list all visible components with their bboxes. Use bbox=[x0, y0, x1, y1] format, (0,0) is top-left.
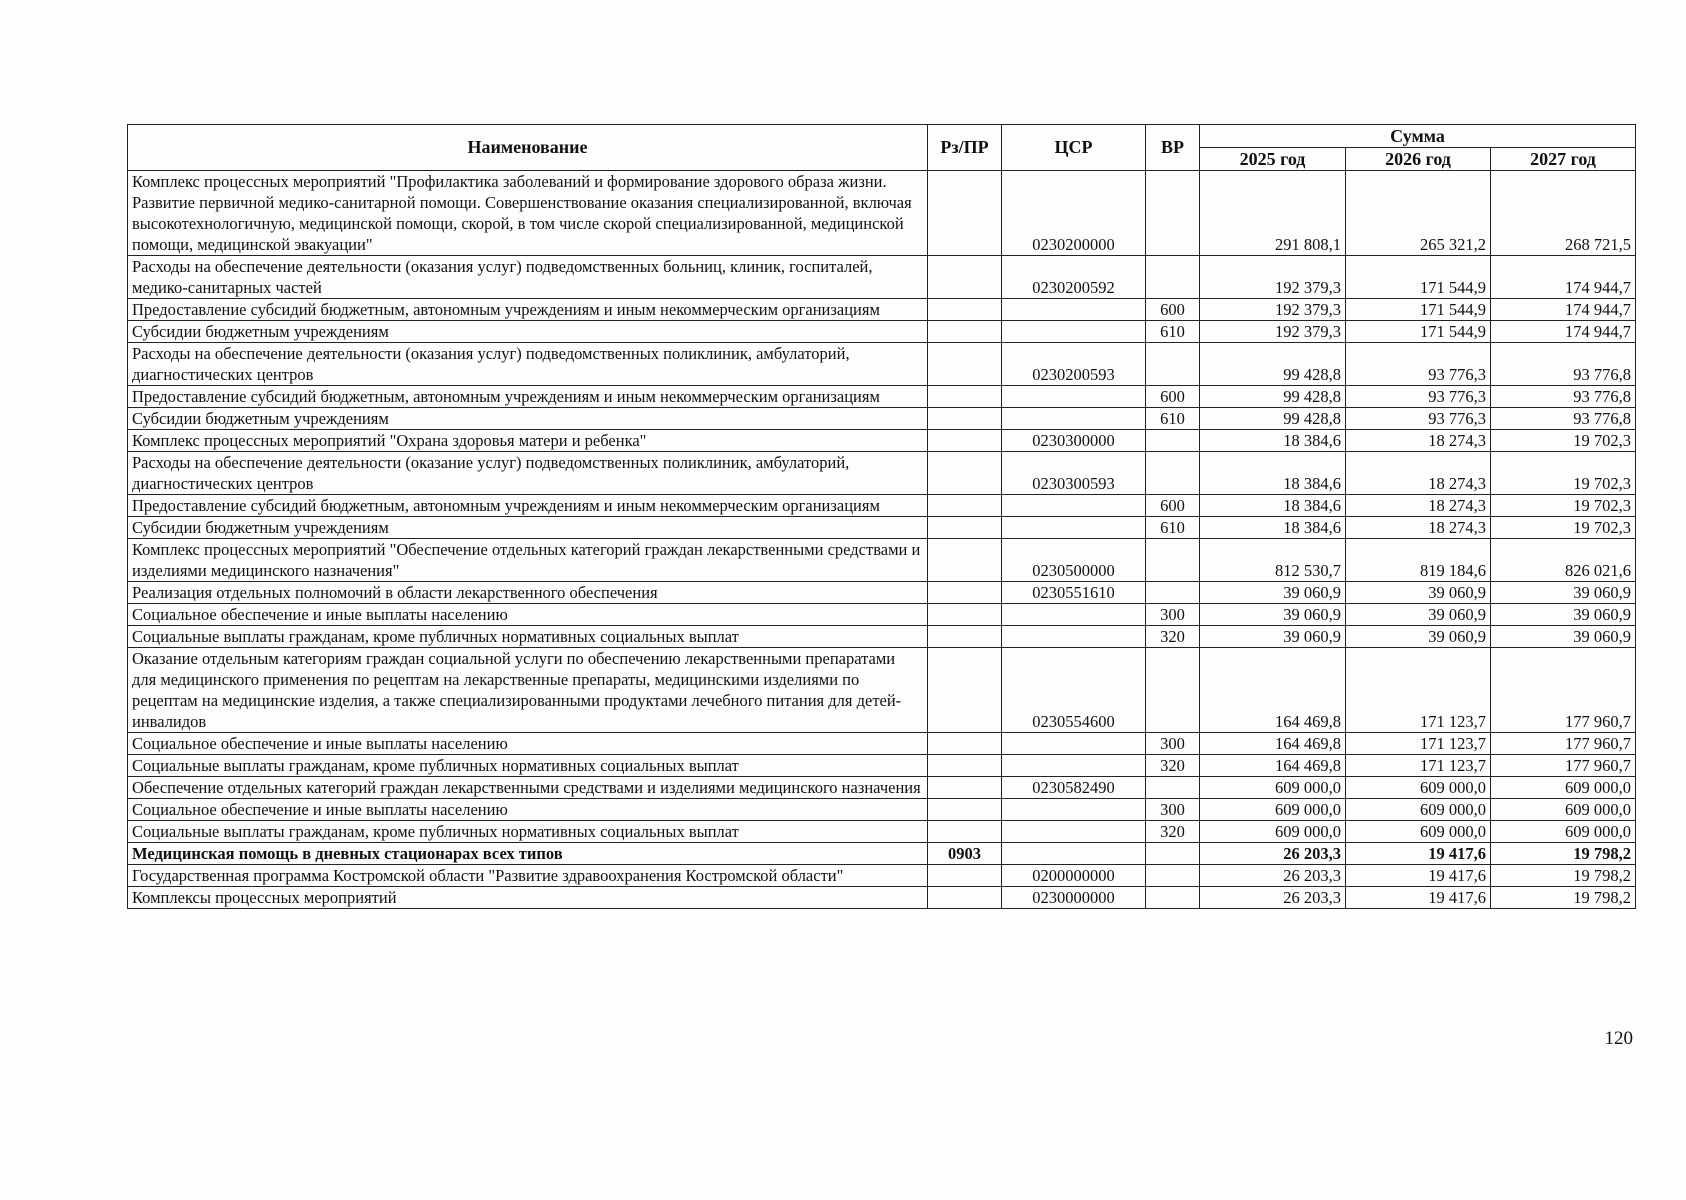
cell-vr bbox=[1146, 256, 1200, 299]
header-year-2026: 2026 год bbox=[1346, 148, 1491, 171]
page-number: 120 bbox=[1604, 1028, 1633, 1049]
cell-csr: 0230200593 bbox=[1002, 343, 1146, 386]
cell-2025: 609 000,0 bbox=[1200, 799, 1346, 821]
table-body bbox=[128, 171, 1636, 909]
cell-name: Оказание отдельным категориям граждан социальной услуги по обеспечению лекарственными препаратами для медицинского применения по рецептам на лекарственные препараты, медицинскими изделиями по рецептам на медицинские изделия, а также специализированными продуктами лечебного питания для детей-инвалидов bbox=[128, 648, 928, 733]
cell-vr bbox=[1146, 843, 1200, 865]
cell-rzpr bbox=[928, 648, 1002, 733]
cell-2026: 171 544,9 bbox=[1346, 256, 1491, 299]
cell-2025: 192 379,3 bbox=[1200, 256, 1346, 299]
cell-2026: 18 274,3 bbox=[1346, 517, 1491, 539]
table-row bbox=[128, 256, 1636, 299]
cell-2025: 609 000,0 bbox=[1200, 777, 1346, 799]
cell-csr bbox=[1002, 495, 1146, 517]
cell-2025: 99 428,8 bbox=[1200, 386, 1346, 408]
cell-vr bbox=[1146, 343, 1200, 386]
cell-vr: 320 bbox=[1146, 755, 1200, 777]
cell-2025: 26 203,3 bbox=[1200, 887, 1346, 909]
cell-rzpr bbox=[928, 755, 1002, 777]
cell-rzpr bbox=[928, 604, 1002, 626]
cell-csr: 0230200592 bbox=[1002, 256, 1146, 299]
cell-2027: 19 702,3 bbox=[1491, 452, 1636, 495]
cell-2026: 171 123,7 bbox=[1346, 755, 1491, 777]
cell-csr bbox=[1002, 755, 1146, 777]
cell-rzpr bbox=[928, 887, 1002, 909]
cell-2026: 18 274,3 bbox=[1346, 430, 1491, 452]
cell-vr bbox=[1146, 452, 1200, 495]
cell-name: Социальные выплаты гражданам, кроме публичных нормативных социальных выплат bbox=[128, 755, 928, 777]
cell-name: Комплекс процессных мероприятий "Профилактика заболеваний и формирование здорового образа жизни. Развитие первичной медико-санитарной помощи. Совершенствование оказания специализированной, включая высокотехнологичную, медицинской помощи, скорой, в том числе скорой специализированной, медицинской помощи, медицинской эвакуации" bbox=[128, 171, 928, 256]
cell-2025: 39 060,9 bbox=[1200, 604, 1346, 626]
cell-2026: 609 000,0 bbox=[1346, 821, 1491, 843]
cell-2025: 18 384,6 bbox=[1200, 495, 1346, 517]
cell-2027: 19 702,3 bbox=[1491, 430, 1636, 452]
table-row bbox=[128, 799, 1636, 821]
cell-csr: 0230200000 bbox=[1002, 171, 1146, 256]
table-row bbox=[128, 733, 1636, 755]
cell-2026: 93 776,3 bbox=[1346, 386, 1491, 408]
cell-2027: 174 944,7 bbox=[1491, 256, 1636, 299]
cell-rzpr bbox=[928, 408, 1002, 430]
cell-name: Реализация отдельных полномочий в области лекарственного обеспечения bbox=[128, 582, 928, 604]
cell-rzpr bbox=[928, 452, 1002, 495]
cell-csr bbox=[1002, 821, 1146, 843]
cell-vr: 610 bbox=[1146, 517, 1200, 539]
cell-2027: 93 776,8 bbox=[1491, 386, 1636, 408]
cell-2025: 18 384,6 bbox=[1200, 517, 1346, 539]
cell-2026: 93 776,3 bbox=[1346, 343, 1491, 386]
cell-2026: 171 123,7 bbox=[1346, 648, 1491, 733]
table-row bbox=[128, 887, 1636, 909]
cell-2027: 19 702,3 bbox=[1491, 517, 1636, 539]
cell-name: Расходы на обеспечение деятельности (оказания услуг) подведомственных поликлиник, амбулаторий, диагностических центров bbox=[128, 343, 928, 386]
cell-2025: 192 379,3 bbox=[1200, 299, 1346, 321]
cell-vr: 610 bbox=[1146, 408, 1200, 430]
table-row bbox=[128, 386, 1636, 408]
cell-vr bbox=[1146, 171, 1200, 256]
table-row bbox=[128, 582, 1636, 604]
table-row bbox=[128, 171, 1636, 256]
budget-table bbox=[127, 124, 1636, 909]
cell-name: Социальные выплаты гражданам, кроме публичных нормативных социальных выплат bbox=[128, 821, 928, 843]
cell-csr bbox=[1002, 604, 1146, 626]
table-row bbox=[128, 408, 1636, 430]
cell-csr: 0230500000 bbox=[1002, 539, 1146, 582]
cell-2027: 174 944,7 bbox=[1491, 299, 1636, 321]
cell-2025: 18 384,6 bbox=[1200, 452, 1346, 495]
cell-vr bbox=[1146, 865, 1200, 887]
cell-2025: 39 060,9 bbox=[1200, 582, 1346, 604]
cell-2027: 19 798,2 bbox=[1491, 843, 1636, 865]
table-row bbox=[128, 495, 1636, 517]
cell-rzpr: 0903 bbox=[928, 843, 1002, 865]
cell-2026: 171 544,9 bbox=[1346, 321, 1491, 343]
cell-csr bbox=[1002, 408, 1146, 430]
cell-2026: 18 274,3 bbox=[1346, 495, 1491, 517]
header-year-2025: 2025 год bbox=[1200, 148, 1346, 171]
cell-rzpr bbox=[928, 799, 1002, 821]
cell-vr: 300 bbox=[1146, 604, 1200, 626]
cell-2027: 39 060,9 bbox=[1491, 582, 1636, 604]
cell-2025: 39 060,9 bbox=[1200, 626, 1346, 648]
cell-2027: 19 798,2 bbox=[1491, 887, 1636, 909]
cell-name: Социальное обеспечение и иные выплаты населению bbox=[128, 733, 928, 755]
cell-2026: 39 060,9 bbox=[1346, 582, 1491, 604]
cell-rzpr bbox=[928, 865, 1002, 887]
cell-2025: 164 469,8 bbox=[1200, 648, 1346, 733]
cell-2026: 171 123,7 bbox=[1346, 733, 1491, 755]
table-row bbox=[128, 865, 1636, 887]
cell-csr: 0230554600 bbox=[1002, 648, 1146, 733]
table-row bbox=[128, 452, 1636, 495]
cell-csr bbox=[1002, 299, 1146, 321]
cell-2027: 177 960,7 bbox=[1491, 755, 1636, 777]
cell-2025: 26 203,3 bbox=[1200, 865, 1346, 887]
cell-vr: 300 bbox=[1146, 799, 1200, 821]
table-row bbox=[128, 843, 1636, 865]
cell-rzpr bbox=[928, 626, 1002, 648]
header-sum: Сумма bbox=[1200, 125, 1636, 148]
cell-2025: 609 000,0 bbox=[1200, 821, 1346, 843]
header-csr: ЦСР bbox=[1002, 125, 1146, 171]
cell-name: Комплекс процессных мероприятий "Охрана здоровья матери и ребенка" bbox=[128, 430, 928, 452]
cell-name: Предоставление субсидий бюджетным, автономным учреждениям и иным некоммерческим организациям bbox=[128, 299, 928, 321]
table-row bbox=[128, 299, 1636, 321]
cell-2027: 174 944,7 bbox=[1491, 321, 1636, 343]
cell-2027: 609 000,0 bbox=[1491, 799, 1636, 821]
cell-vr: 300 bbox=[1146, 733, 1200, 755]
table-row bbox=[128, 539, 1636, 582]
header-name: Наименование bbox=[128, 125, 928, 171]
cell-name: Обеспечение отдельных категорий граждан лекарственными средствами и изделиями медицинского назначения bbox=[128, 777, 928, 799]
cell-2026: 609 000,0 bbox=[1346, 777, 1491, 799]
cell-name: Предоставление субсидий бюджетным, автономным учреждениям и иным некоммерческим организациям bbox=[128, 495, 928, 517]
cell-vr bbox=[1146, 887, 1200, 909]
cell-2026: 265 321,2 bbox=[1346, 171, 1491, 256]
cell-vr bbox=[1146, 582, 1200, 604]
cell-vr: 600 bbox=[1146, 495, 1200, 517]
cell-csr bbox=[1002, 626, 1146, 648]
cell-2026: 19 417,6 bbox=[1346, 887, 1491, 909]
cell-2027: 268 721,5 bbox=[1491, 171, 1636, 256]
cell-name: Расходы на обеспечение деятельности (оказания услуг) подведомственных больниц, клиник, госпиталей, медико-санитарных частей bbox=[128, 256, 928, 299]
cell-2027: 177 960,7 bbox=[1491, 648, 1636, 733]
cell-rzpr bbox=[928, 321, 1002, 343]
table-row bbox=[128, 755, 1636, 777]
cell-name: Субсидии бюджетным учреждениям bbox=[128, 321, 928, 343]
table-row bbox=[128, 604, 1636, 626]
cell-vr: 600 bbox=[1146, 386, 1200, 408]
cell-2026: 39 060,9 bbox=[1346, 626, 1491, 648]
table-row bbox=[128, 648, 1636, 733]
header-year-2027: 2027 год bbox=[1491, 148, 1636, 171]
cell-name: Социальное обеспечение и иные выплаты населению bbox=[128, 799, 928, 821]
cell-2025: 164 469,8 bbox=[1200, 733, 1346, 755]
cell-2027: 19 702,3 bbox=[1491, 495, 1636, 517]
cell-vr: 320 bbox=[1146, 626, 1200, 648]
cell-rzpr bbox=[928, 171, 1002, 256]
cell-rzpr bbox=[928, 430, 1002, 452]
cell-csr: 0230300593 bbox=[1002, 452, 1146, 495]
cell-vr bbox=[1146, 648, 1200, 733]
cell-rzpr bbox=[928, 386, 1002, 408]
cell-2025: 164 469,8 bbox=[1200, 755, 1346, 777]
cell-name: Медицинская помощь в дневных стационарах всех типов bbox=[128, 843, 928, 865]
cell-2027: 177 960,7 bbox=[1491, 733, 1636, 755]
cell-csr bbox=[1002, 386, 1146, 408]
cell-csr bbox=[1002, 321, 1146, 343]
cell-name: Субсидии бюджетным учреждениям bbox=[128, 517, 928, 539]
table-row bbox=[128, 777, 1636, 799]
cell-name: Комплекс процессных мероприятий "Обеспечение отдельных категорий граждан лекарственными средствами и изделиями медицинского назначения" bbox=[128, 539, 928, 582]
cell-2025: 26 203,3 bbox=[1200, 843, 1346, 865]
cell-csr: 0230582490 bbox=[1002, 777, 1146, 799]
table-row bbox=[128, 343, 1636, 386]
cell-csr bbox=[1002, 733, 1146, 755]
cell-vr: 610 bbox=[1146, 321, 1200, 343]
cell-2026: 18 274,3 bbox=[1346, 452, 1491, 495]
cell-rzpr bbox=[928, 821, 1002, 843]
cell-2026: 819 184,6 bbox=[1346, 539, 1491, 582]
cell-2027: 39 060,9 bbox=[1491, 604, 1636, 626]
cell-2027: 39 060,9 bbox=[1491, 626, 1636, 648]
table-header bbox=[128, 125, 1636, 171]
cell-2027: 19 798,2 bbox=[1491, 865, 1636, 887]
cell-2025: 812 530,7 bbox=[1200, 539, 1346, 582]
cell-csr: 0230000000 bbox=[1002, 887, 1146, 909]
cell-2025: 18 384,6 bbox=[1200, 430, 1346, 452]
cell-2027: 93 776,8 bbox=[1491, 408, 1636, 430]
cell-name: Расходы на обеспечение деятельности (оказание услуг) подведомственных поликлиник, амбулаторий, диагностических центров bbox=[128, 452, 928, 495]
cell-csr: 0200000000 bbox=[1002, 865, 1146, 887]
cell-2027: 93 776,8 bbox=[1491, 343, 1636, 386]
table-row bbox=[128, 321, 1636, 343]
cell-2026: 609 000,0 bbox=[1346, 799, 1491, 821]
cell-rzpr bbox=[928, 777, 1002, 799]
cell-2027: 609 000,0 bbox=[1491, 777, 1636, 799]
cell-name: Государственная программа Костромской области "Развитие здравоохранения Костромской области" bbox=[128, 865, 928, 887]
cell-csr bbox=[1002, 843, 1146, 865]
cell-rzpr bbox=[928, 539, 1002, 582]
cell-name: Предоставление субсидий бюджетным, автономным учреждениям и иным некоммерческим организациям bbox=[128, 386, 928, 408]
cell-2026: 93 776,3 bbox=[1346, 408, 1491, 430]
cell-2025: 99 428,8 bbox=[1200, 343, 1346, 386]
table-row bbox=[128, 821, 1636, 843]
table-row bbox=[128, 626, 1636, 648]
cell-csr: 0230300000 bbox=[1002, 430, 1146, 452]
cell-rzpr bbox=[928, 299, 1002, 321]
cell-name: Субсидии бюджетным учреждениям bbox=[128, 408, 928, 430]
cell-2026: 171 544,9 bbox=[1346, 299, 1491, 321]
cell-rzpr bbox=[928, 256, 1002, 299]
cell-2025: 192 379,3 bbox=[1200, 321, 1346, 343]
cell-vr bbox=[1146, 777, 1200, 799]
cell-2026: 19 417,6 bbox=[1346, 843, 1491, 865]
cell-name: Социальные выплаты гражданам, кроме публичных нормативных социальных выплат bbox=[128, 626, 928, 648]
cell-csr: 0230551610 bbox=[1002, 582, 1146, 604]
cell-csr bbox=[1002, 799, 1146, 821]
cell-vr bbox=[1146, 539, 1200, 582]
cell-2027: 609 000,0 bbox=[1491, 821, 1636, 843]
cell-vr: 600 bbox=[1146, 299, 1200, 321]
cell-rzpr bbox=[928, 582, 1002, 604]
table-row bbox=[128, 430, 1636, 452]
cell-vr: 320 bbox=[1146, 821, 1200, 843]
cell-name: Комплексы процессных мероприятий bbox=[128, 887, 928, 909]
header-vr: ВР bbox=[1146, 125, 1200, 171]
cell-csr bbox=[1002, 517, 1146, 539]
cell-2027: 826 021,6 bbox=[1491, 539, 1636, 582]
cell-2026: 19 417,6 bbox=[1346, 865, 1491, 887]
cell-2026: 39 060,9 bbox=[1346, 604, 1491, 626]
header-rzpr: Рз/ПР bbox=[928, 125, 1002, 171]
cell-name: Социальное обеспечение и иные выплаты населению bbox=[128, 604, 928, 626]
cell-2025: 291 808,1 bbox=[1200, 171, 1346, 256]
cell-vr bbox=[1146, 430, 1200, 452]
cell-rzpr bbox=[928, 733, 1002, 755]
cell-2025: 99 428,8 bbox=[1200, 408, 1346, 430]
cell-rzpr bbox=[928, 343, 1002, 386]
cell-rzpr bbox=[928, 495, 1002, 517]
table-row bbox=[128, 517, 1636, 539]
cell-rzpr bbox=[928, 517, 1002, 539]
